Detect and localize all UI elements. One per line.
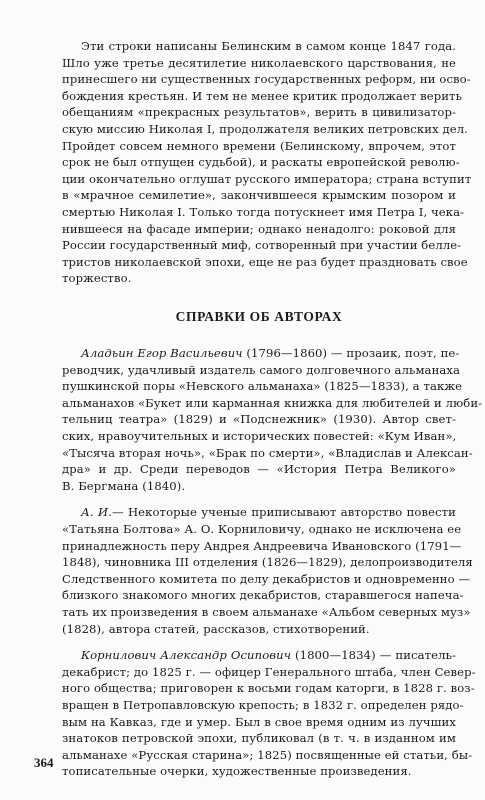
text-line: (1828), автора статей, рассказов, стихотворений. <box>62 621 370 636</box>
text-line: ного общества; приговорен к восьми годам каторги, в 1828 г. воз- <box>62 681 475 696</box>
text-line: тать их произведения в своем альманахе «Альбом северных муз» <box>62 605 471 619</box>
text-line: тристов николаевской эпохи, еще не раз будет праздновать свое <box>62 254 468 269</box>
text-line: вым на Кавказ, где и умер. Был в свое время одним из лучших <box>62 714 456 729</box>
text-line: 1848), чиновника III отделения (1826—1829), делопроизводителя <box>62 555 473 570</box>
text-line: ции окончательно оглушат русского императора; страна вступит <box>62 171 472 186</box>
text-line: реводчик, удачливый издатель самого долговечного альманаха <box>62 362 461 377</box>
text-line: альманахов «Букет или карманная книжка для любителей и люби- <box>62 395 483 410</box>
text-line: декабрист; до 1825 г. — офицер Генерального штаба, член Север- <box>62 664 476 679</box>
text-line: ских, нравоучительных и исторических повестей: «Кум Иван», <box>62 429 457 443</box>
text-line: срок не был отпущен судьбой), и раскаты европейской револю- <box>62 155 460 170</box>
page-number: 364 <box>34 755 54 770</box>
text-line: близкого знакомого многих декабристов, старавшегося напеча- <box>62 588 464 603</box>
entry-first-line <box>62 345 460 362</box>
text-line: В. Бергмана (1840). <box>62 478 186 493</box>
text-line: пушкинской поры «Невского альманаха» (1825—1833), а также <box>62 379 463 394</box>
text-line: «Тысяча вторая ночь», «Брак по смерти», «Владислав и Алексан- <box>62 445 473 460</box>
text-line: России государственный миф, сотворенный при участии беллe- <box>62 238 462 253</box>
text-line: Следственного комитета по делу декабристов и одновременно — <box>62 571 471 586</box>
author-name: Корнилович Александр Осипович <box>81 648 292 663</box>
text-line: вращен в Петропавловскую крепость; в 1832 г. определен рядо- <box>62 698 464 712</box>
text-line: торжество. <box>62 271 132 286</box>
text-line: Эти строки написаны Белинским в самом конце 1847 года. <box>81 39 456 53</box>
text-line: тописательные очерки, художественные произведения. <box>62 764 412 779</box>
entry-first-line <box>62 504 456 521</box>
text-line: в «мрачное семилетие», закончившееся крымским позором и <box>62 188 456 203</box>
entry-lead-text: — Некоторые ученые приписывают авторство повести <box>111 505 457 520</box>
text-line: дра» и др. Среди переводов — «История Петра Великого» <box>62 462 456 477</box>
text-line: скую миссию Николая I, продолжателя великих петровских дел. <box>62 122 468 136</box>
author-name: А. И. <box>81 505 112 520</box>
text-line: принесшего ни существенных государственных реформ, ни осво- <box>62 72 471 87</box>
author-name: Аладьин Егор Васильевич <box>81 346 243 360</box>
text-line: альманахе «Русская старина»; 1825) посвященные ей статьи, бы- <box>62 747 473 762</box>
entry-first-line <box>62 647 456 664</box>
section-heading: СПРАВКИ ОБ АВТОРАХ <box>175 309 343 324</box>
text-line: нившееся на фасаде империи; однако ненадолго: роковой для <box>62 221 456 236</box>
entry-lead-text: (1796—1860) — прозаик, поэт, пе- <box>242 346 460 360</box>
text-line: Шло уже третье десятилетие николаевского царствования, не <box>62 55 456 70</box>
text-line: знатоков петровской эпохи, публиковал (в т. ч. в изданном им <box>62 731 456 746</box>
text-line: обещаниям «прекрасных результатов», верить в цивилизатор- <box>62 105 456 120</box>
text-line: принадлежность перу Андрея Андреевича Ивановского (1791— <box>62 538 462 553</box>
text-line: тельниц театра» (1829) и «Подснежник» (1930). Автор свет- <box>62 412 456 427</box>
text-line: «Татьяна Болтова» А. О. Корниловичу, однако не исключена ее <box>62 522 462 536</box>
text-line: смертью Николая I. Только тогда потускнеет имя Петра I, чека- <box>62 205 465 219</box>
entry-lead-text: (1800—1834) — писатель- <box>291 648 456 663</box>
text-line: бождения крестьян. И тем не менее критик продолжает верить <box>62 88 462 103</box>
text-line: Пройдет совсем немного времени (Белинскому, впрочем, этот <box>62 138 456 153</box>
